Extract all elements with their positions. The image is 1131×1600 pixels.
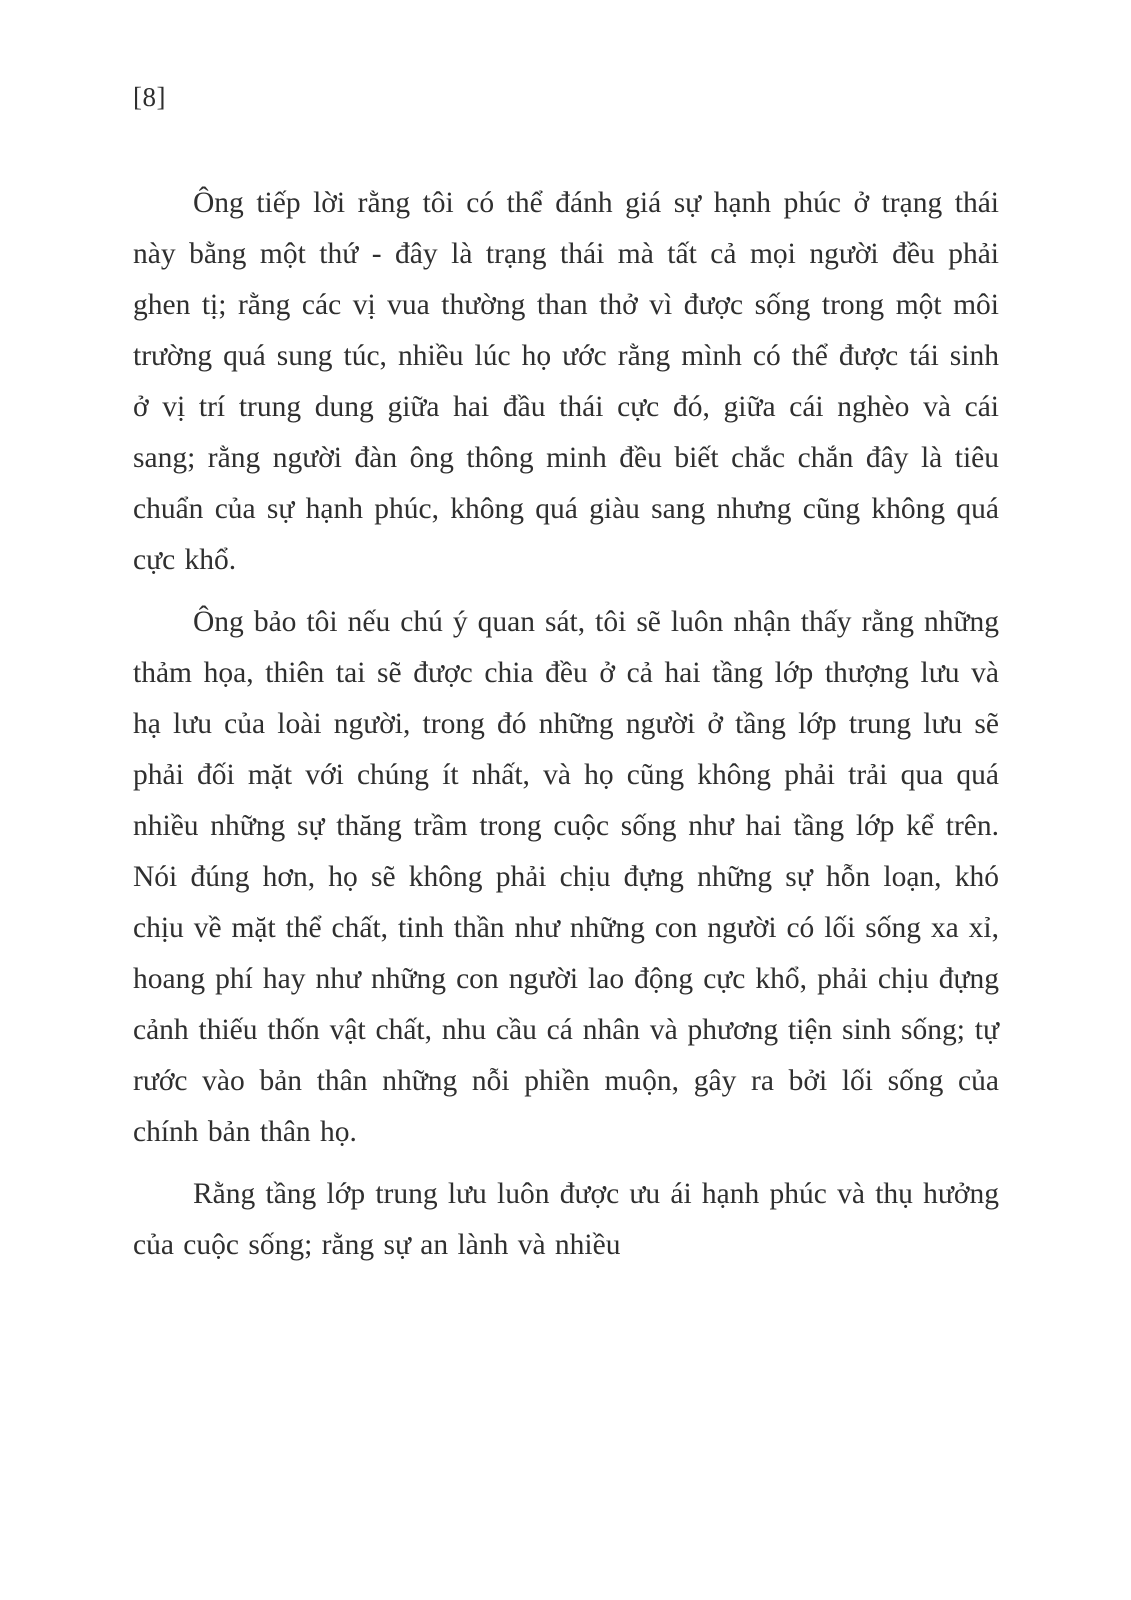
page-number: [8] (133, 82, 166, 112)
paragraph: Ông bảo tôi nếu chú ý quan sát, tôi sẽ luôn nhận thấy rằng những thảm họa, thiên tai sẽ được chia đều ở cả hai tầng lớp thượng lưu và hạ lưu của loài người, trong đó những người ở tầng lớp trung lưu sẽ phải đối mặt với chúng ít nhất, và họ cũng không phải trải qua quá nhiều những sự thăng trầm trong cuộc sống như hai tầng lớp kể trên. Nói đúng hơn, họ sẽ không phải chịu đựng những sự hỗn loạn, khó chịu về mặt thể chất, tinh thần như những con người có lối sống xa xỉ, hoang phí hay như những con người lao động cực khổ, phải chịu đựng cảnh thiếu thốn vật chất, nhu cầu cá nhân và phương tiện sinh sống; tự rước vào bản thân những nỗi phiền muộn, gây ra bởi lối sống của chính bản thân họ. (133, 606, 999, 1148)
paragraph: Ông tiếp lời rằng tôi có thể đánh giá sự hạnh phúc ở trạng thái này bằng một thứ - đây là trạng thái mà tất cả mọi người đều phải ghen tị; rằng các vị vua thường than thở vì được sống trong một môi trường quá sung túc, nhiều lúc họ ước rằng mình có thể được tái sinh ở vị trí trung dung giữa hai đầu thái cực đó, giữa cái nghèo và cái sang; rằng người đàn ông thông minh đều biết chắc chắn đây là tiêu chuẩn của sự hạnh phúc, không quá giàu sang nhưng cũng không quá cực khổ. (133, 187, 999, 576)
paragraph: Rằng tầng lớp trung lưu luôn được ưu ái hạnh phúc và thụ hưởng của cuộc sống; rằng sự an lành và nhiều (133, 1178, 999, 1261)
body-text (133, 178, 999, 1271)
